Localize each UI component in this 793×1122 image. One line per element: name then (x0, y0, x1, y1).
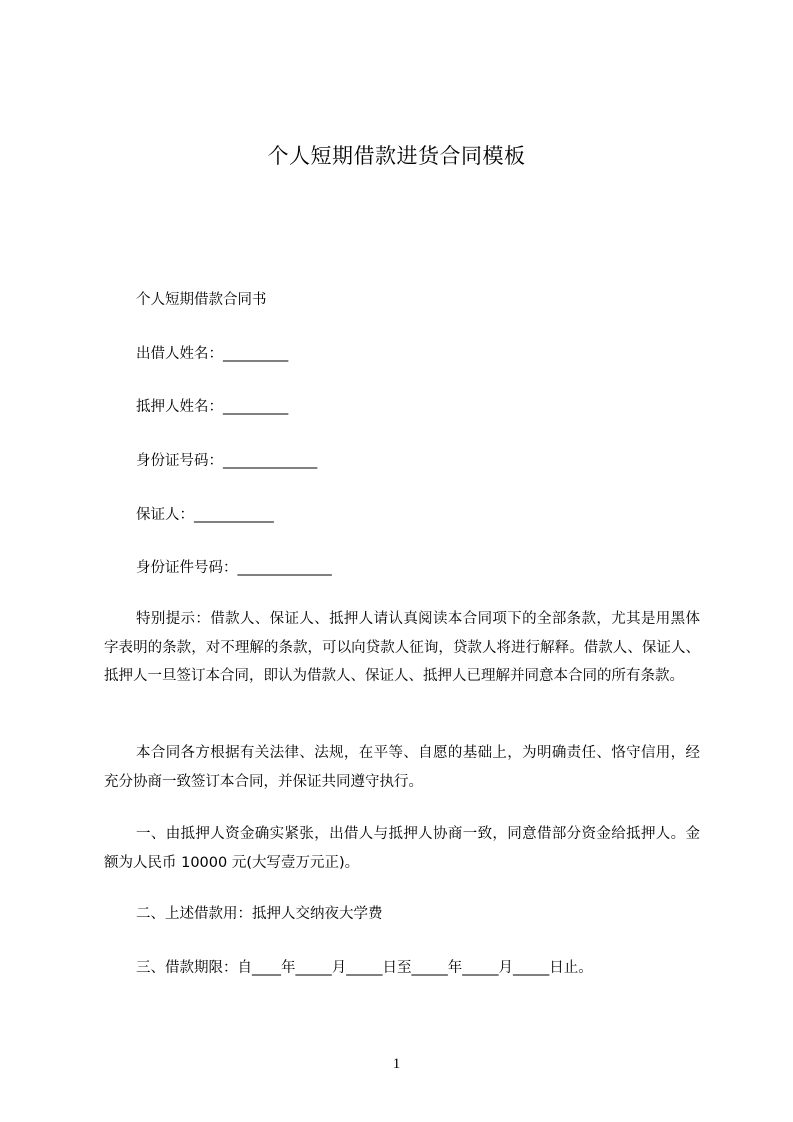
id-number-field: 身份证号码：_____________ (136, 453, 318, 469)
lender-name-field: 出借人姓名：_________ (136, 346, 289, 362)
document-title: 个人短期借款进货合同模板 (267, 144, 526, 168)
guarantor-field: 保证人：___________ (136, 507, 274, 523)
contract-subtitle: 个人短期借款合同书 (136, 292, 267, 308)
id-document-number-field: 身份证件号码：_____________ (136, 560, 332, 576)
clause-two: 二、上述借款用：抵押人交纳夜大学费 (136, 906, 383, 922)
clause-one-paragraph: 一、由抵押人资金确实紧张，出借人与抵押人协商一致，同意借部分资金给抵押人。金额为人民币 10000 元(大写壹万元正)。 (104, 826, 700, 871)
borrower-name-field: 抵押人姓名：_________ (136, 399, 289, 415)
page-number: 1 (392, 1056, 401, 1072)
clause-three: 三、借款期限：自____年_____月_____日至_____年_____月_____日止。 (136, 960, 593, 976)
notice-paragraph: 特别提示：借款人、保证人、抵押人请认真阅读本合同项下的全部条款，尤其是用黑体字表明的条款，对不理解的条款，可以向贷款人征询，贷款人将进行解释。借款人、保证人、抵押人一旦签订本合同，即认为借款人、保证人、抵押人已理解并同意本合同的所有条款。 (104, 611, 700, 684)
preamble-paragraph: 本合同各方根据有关法律、法规，在平等、自愿的基础上，为明确责任、恪守信用，经充分协商一致签订本合同，并保证共同遵守执行。 (104, 745, 700, 790)
